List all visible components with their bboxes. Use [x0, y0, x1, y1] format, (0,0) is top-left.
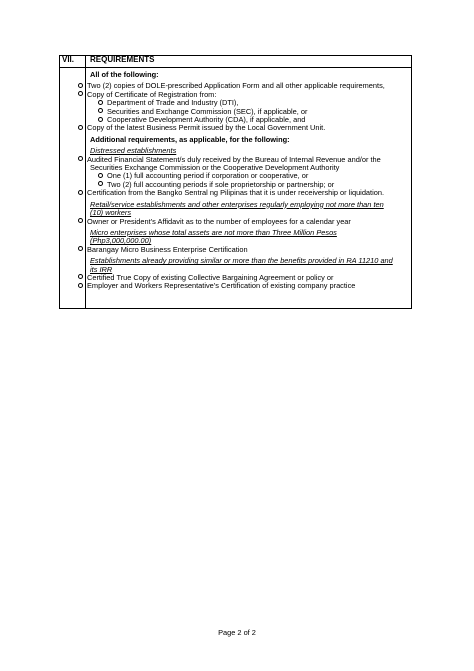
list-item[interactable]: Audited Financial Statement/s duly received by the Bureau of Internal Revenue and/or the	[78, 156, 410, 164]
distressed-heading: Distressed establishments	[90, 146, 177, 156]
section-number: VII.	[62, 55, 75, 64]
list-item[interactable]: Certification from the Bangko Sentral ng Pilipinas that it is under receivership or liquidation.	[78, 189, 410, 197]
section-title: REQUIREMENTS	[90, 55, 155, 64]
page-footer: Page 2 of 2	[218, 628, 256, 637]
checkbox-icon[interactable]	[98, 117, 103, 122]
benefits-heading-2: its IRR	[90, 264, 113, 274]
list-item[interactable]: Copy of the latest Business Permit issued by the Local Government Unit.	[78, 124, 410, 132]
checkbox-icon[interactable]	[78, 125, 83, 130]
checkbox-icon[interactable]	[98, 108, 103, 113]
retail-heading: Retail/service establishments and other enterprises regularly employing not more than ten	[90, 199, 384, 209]
list-item[interactable]: Owner or President’s Affidavit as to the number of employees for a calendar year	[78, 218, 410, 226]
list-item[interactable]: Securities and Exchange Commission (SEC), if applicable, or	[78, 108, 410, 116]
checkbox-icon[interactable]	[78, 156, 83, 161]
checkbox-icon[interactable]	[78, 190, 83, 195]
checkbox-icon[interactable]	[78, 274, 83, 279]
list-item[interactable]: Copy of Certificate of Registration from:	[78, 91, 410, 99]
list-item[interactable]: Certified True Copy of existing Collective Bargaining Agreement or policy or	[78, 274, 410, 282]
benefits-heading: Establishments already providing similar or more than the benefits provided in RA 11210 and	[90, 256, 393, 266]
list-item-continuation: Securities Exchange Commission or the Cooperative Development Authority	[90, 163, 340, 173]
list-item[interactable]: Department of Trade and Industry (DTI),	[78, 99, 410, 107]
checkbox-icon[interactable]	[78, 218, 83, 223]
checkbox-icon[interactable]	[78, 83, 83, 88]
header-rule	[60, 67, 411, 68]
list-item[interactable]: Two (2) copies of DOLE-prescribed Application Form and all other applicable requirements,	[78, 82, 410, 90]
micro-heading-2: (Php3,000,000.00)	[90, 236, 152, 246]
list-item[interactable]: Two (2) full accounting periods if sole proprietorship or partnership; or	[78, 181, 410, 189]
additional-heading: Additional requirements, as applicable, for the following:	[90, 134, 290, 144]
checkbox-icon[interactable]	[78, 91, 83, 96]
micro-heading: Micro enterprises whose total assets are not more than Three Million Pesos	[90, 227, 337, 237]
checkbox-icon[interactable]	[98, 100, 103, 105]
requirements-content	[78, 71, 410, 291]
retail-heading-2: (10) workers	[90, 208, 132, 218]
list-item[interactable]: Barangay Micro Business Enterprise Certification	[78, 246, 410, 254]
list-item[interactable]: One (1) full accounting period if corporation or cooperative, or	[78, 172, 410, 180]
all-heading: All of the following:	[90, 70, 159, 79]
checkbox-icon[interactable]	[78, 283, 83, 288]
checkbox-icon[interactable]	[98, 173, 103, 178]
list-item[interactable]: Cooperative Development Authority (CDA), if applicable, and	[78, 116, 410, 124]
list-item[interactable]: Employer and Workers Representative’s Certification of existing company practice	[78, 282, 410, 290]
checkbox-icon[interactable]	[98, 181, 103, 186]
checkbox-icon[interactable]	[78, 246, 83, 251]
